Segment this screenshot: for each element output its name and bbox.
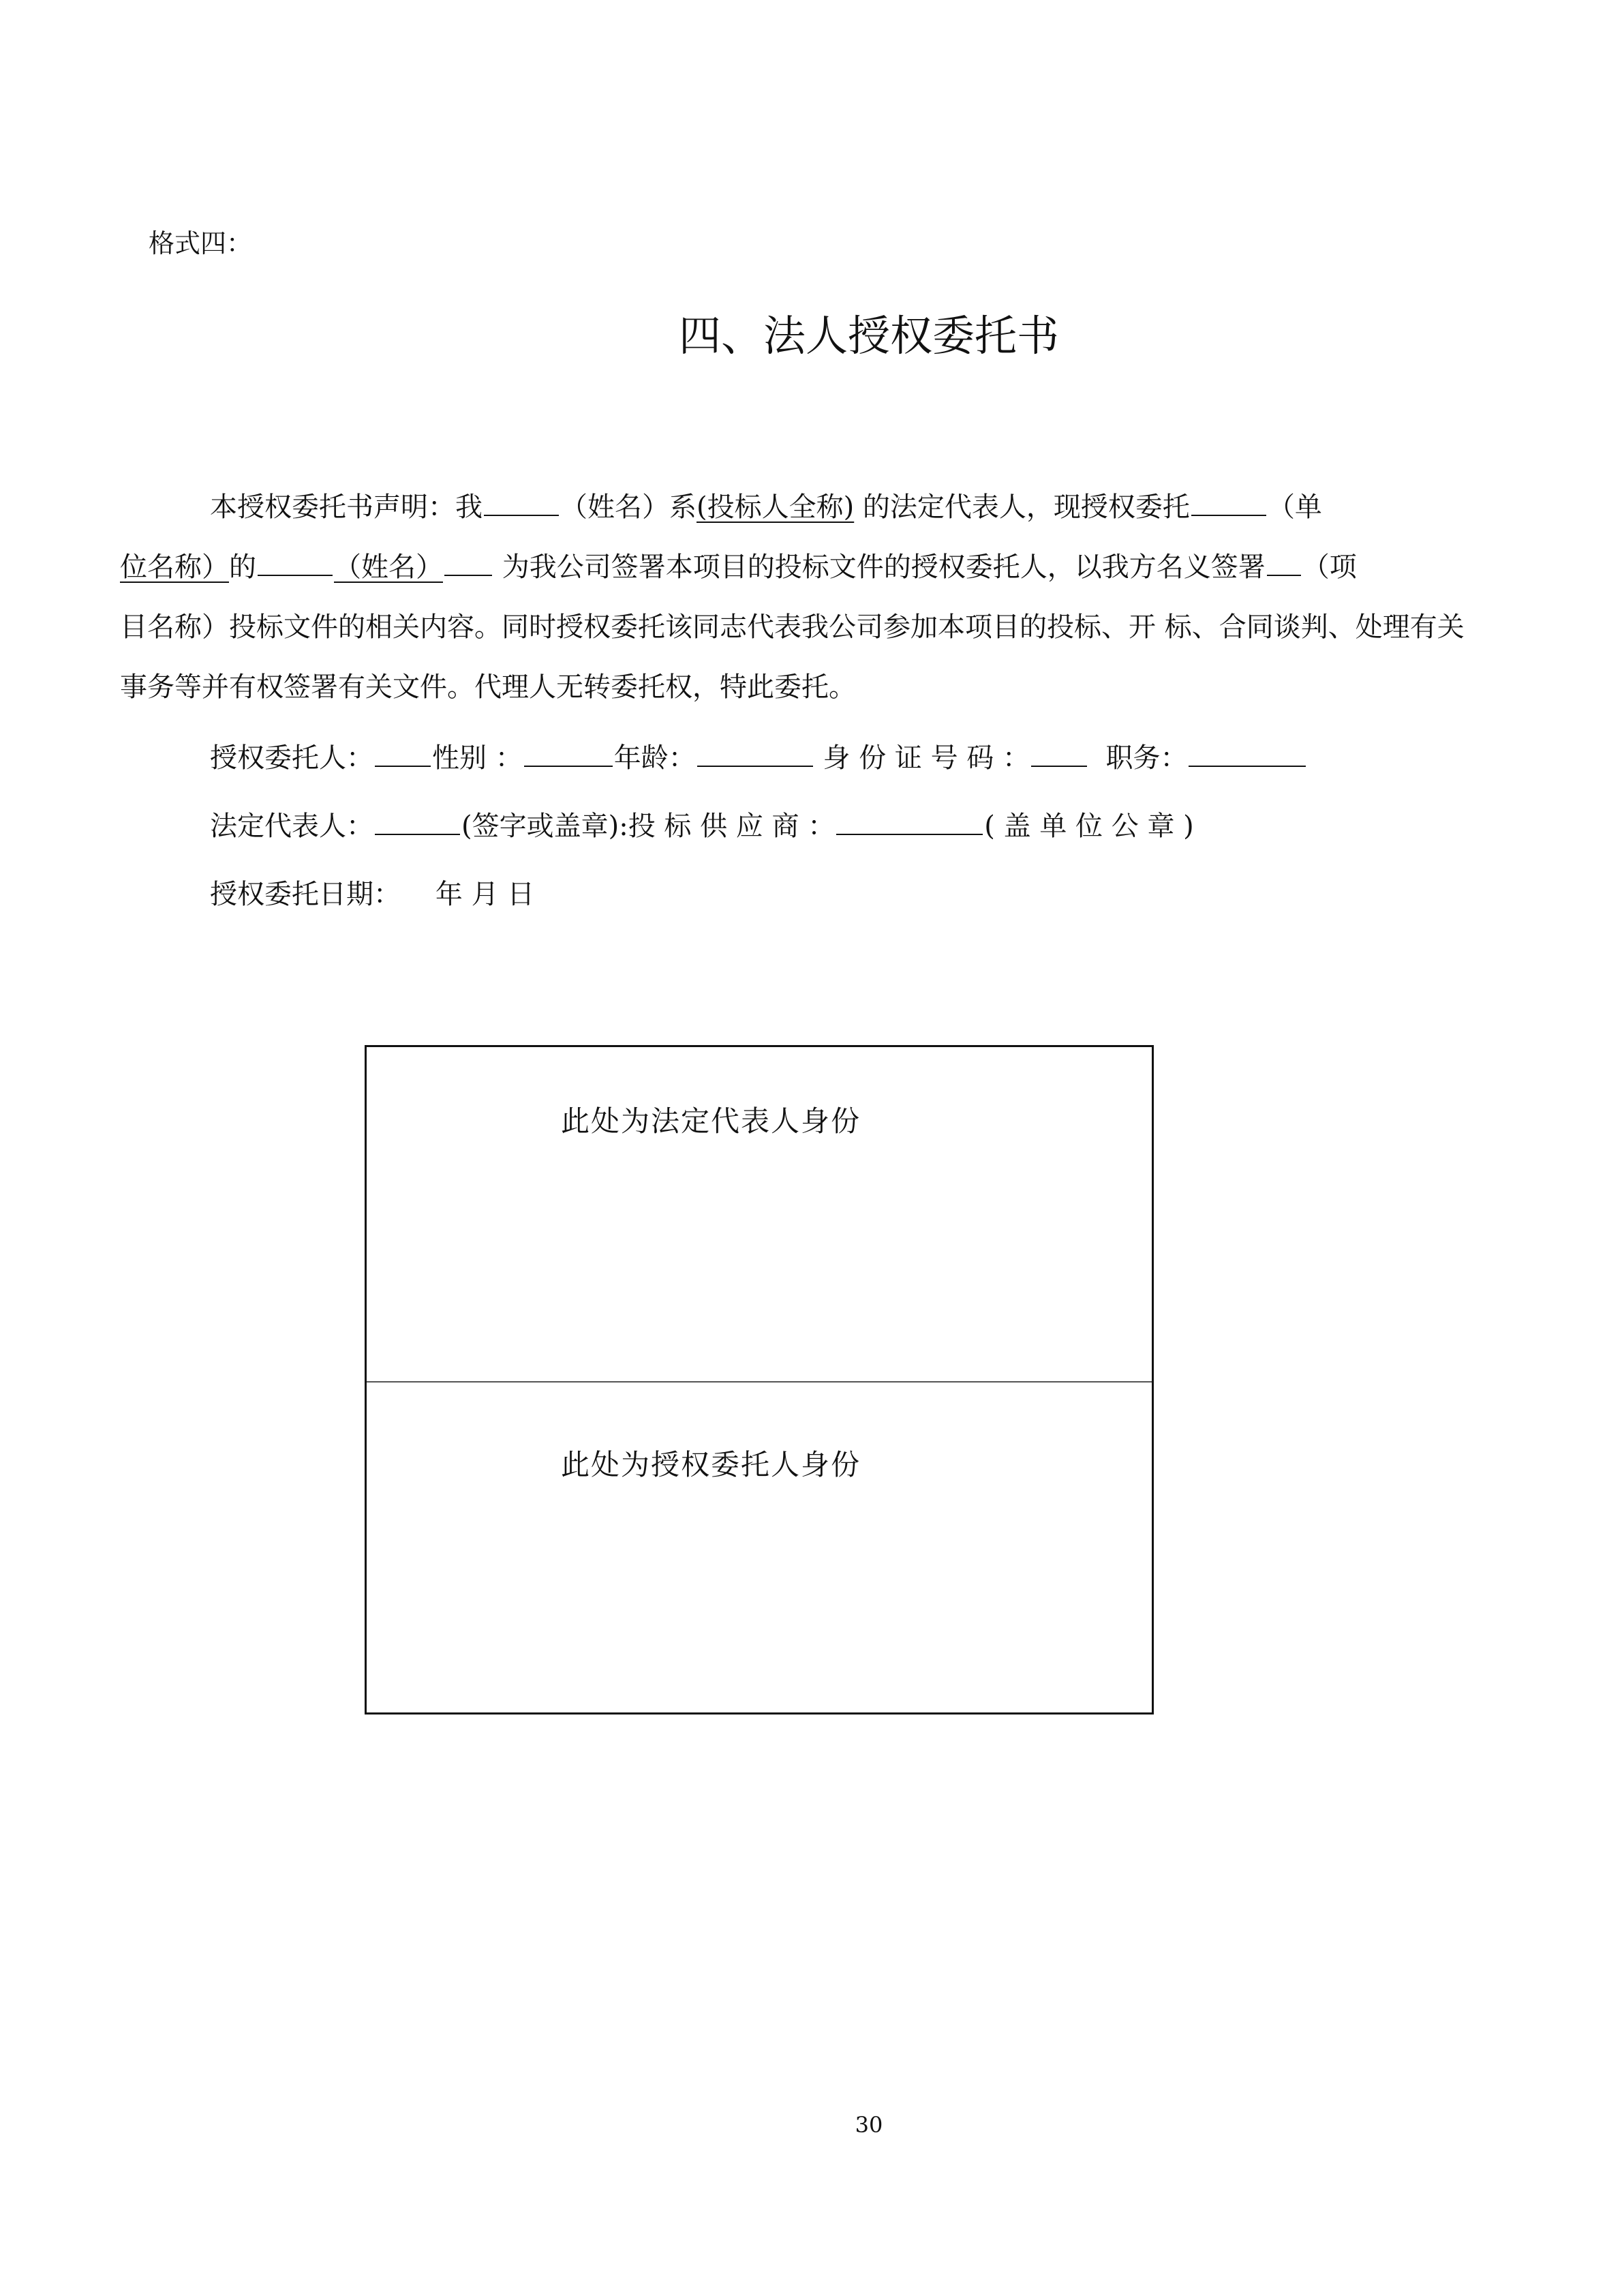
agent-name-blank-tail[interactable] (444, 549, 492, 576)
agent-name-placeholder[interactable]: （姓名） (334, 552, 443, 583)
legal-rep-label: 法定代表人： (210, 811, 373, 842)
legal-rep-id-text: 此处为法定代表人身份 (561, 1104, 861, 1138)
bidder-name-placeholder[interactable]: (投标人全称) (697, 492, 855, 523)
position-label: 职务： (1105, 742, 1188, 774)
declaration-text: 的法定代表人，现授权委托 (854, 492, 1190, 523)
declaration-text: 本授权委托书声明：我 (210, 492, 483, 523)
legal-rep-field[interactable] (375, 808, 460, 835)
declaration-text: 为我公司签署本项目的投标文件的授权委托人，以我方名义签署 (493, 552, 1266, 583)
date-value[interactable]: 年 月 日 (435, 879, 535, 910)
date-row (210, 860, 1464, 928)
unit-name-placeholder[interactable]: 位名称） (120, 552, 229, 583)
project-name-blank[interactable] (1267, 549, 1301, 576)
declaration-text: （单 (1267, 492, 1322, 523)
gender-label: 性别 ： (432, 742, 523, 774)
agent-info-row (210, 724, 1464, 792)
supplier-label: :投 标 供 应 商 ： (619, 811, 836, 842)
declaration-line-1 (120, 477, 1449, 537)
format-label: 格式四： (149, 228, 253, 258)
id-card-box (365, 1045, 1154, 1715)
agent-name-blank[interactable] (258, 549, 333, 576)
fields-section (210, 724, 1464, 928)
id-box-divider (367, 1381, 1152, 1383)
agent-field[interactable] (375, 740, 431, 767)
declaration-text: 的 (229, 552, 256, 583)
unit-name-blank[interactable] (1191, 489, 1266, 516)
agent-label: 授权委托人： (210, 742, 373, 774)
agent-id-text: 此处为授权委托人身份 (561, 1448, 861, 1481)
age-field[interactable] (697, 740, 813, 767)
legal-rep-row (210, 792, 1464, 860)
gender-field[interactable] (524, 740, 613, 767)
declaration-line-3: 目名称）投标文件的相关内容。同时授权委托该同志代表我公司参加本项目的投标、开 标、合同谈判、处理有关 (120, 611, 1465, 643)
declaration-text: （项 (1302, 552, 1357, 583)
page-number: 30 (855, 2112, 883, 2138)
age-label: 年龄： (613, 742, 696, 774)
seal-note: ( 盖 单 位 公 章 ) (984, 811, 1194, 842)
id-number-field[interactable] (1031, 740, 1087, 767)
declaration-line-4: 事务等并有权签署有关文件。代理人无转委托权，特此委托。 (120, 671, 856, 703)
id-number-label: 身 份 证 号 码 ： (823, 742, 1030, 774)
declaration-text: （姓名）系 (560, 492, 697, 523)
sign-note: (签字或盖章) (461, 811, 619, 842)
date-label: 授权委托日期： (210, 879, 401, 910)
position-field[interactable] (1189, 740, 1306, 767)
supplier-field[interactable] (836, 808, 983, 835)
document-title: 四、法人授权委托书 (678, 311, 1059, 361)
name-blank[interactable] (484, 489, 559, 516)
declaration-line-2 (120, 537, 1449, 597)
declaration-paragraph (120, 477, 1465, 717)
